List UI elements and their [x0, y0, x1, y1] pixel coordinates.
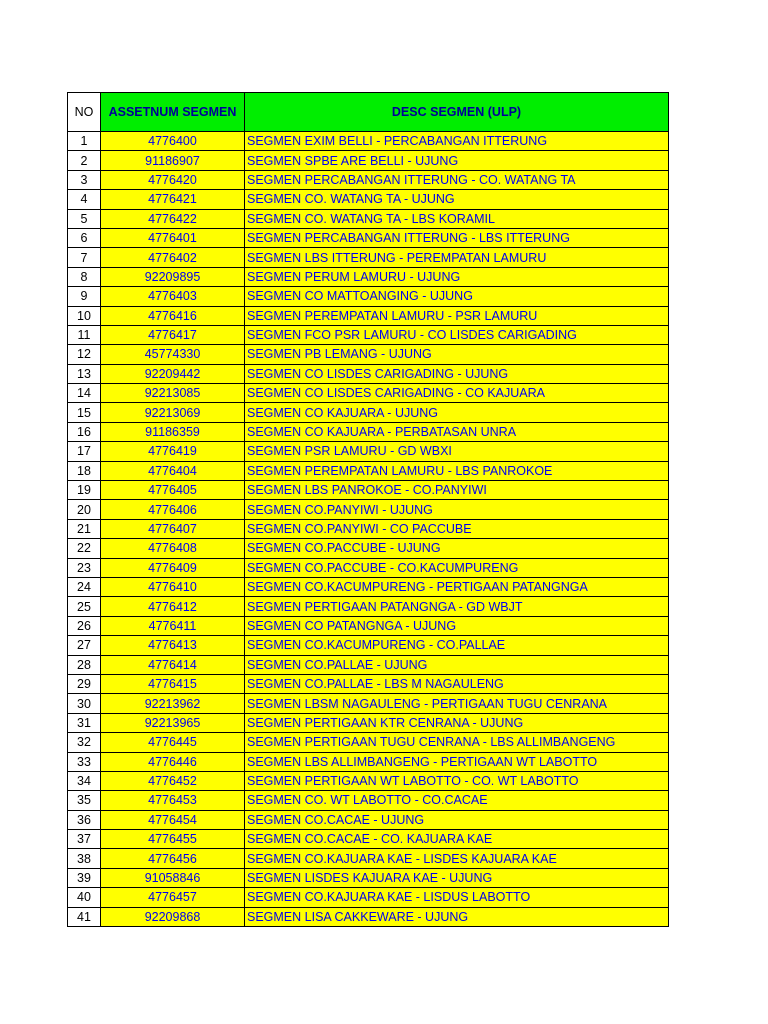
assetnum-cell[interactable]: 91186907 [101, 151, 245, 170]
desc-cell[interactable]: SEGMEN CO KAJUARA - UJUNG [245, 403, 669, 422]
desc-cell[interactable]: SEGMEN CO.PALLAE - LBS M NAGAULENG [245, 674, 669, 693]
row-no-cell[interactable]: 39 [68, 868, 101, 887]
desc-cell[interactable]: SEGMEN LISDES KAJUARA KAE - UJUNG [245, 868, 669, 887]
assetnum-cell[interactable]: 4776457 [101, 888, 245, 907]
assetnum-cell[interactable]: 92209895 [101, 267, 245, 286]
table-row [68, 830, 669, 849]
desc-cell[interactable]: SEGMEN CO. WATANG TA - LBS KORAMIL [245, 209, 669, 228]
row-no-cell[interactable]: 13 [68, 364, 101, 383]
desc-cell[interactable]: SEGMEN PEREMPATAN LAMURU - PSR LAMURU [245, 306, 669, 325]
assetnum-cell[interactable]: 45774330 [101, 345, 245, 364]
assetnum-cell[interactable]: 4776404 [101, 461, 245, 480]
row-no-cell[interactable]: 31 [68, 713, 101, 732]
assetnum-cell[interactable]: 92213962 [101, 694, 245, 713]
row-no-cell[interactable]: 38 [68, 849, 101, 868]
table-row [68, 597, 669, 616]
assetnum-cell[interactable]: 4776413 [101, 636, 245, 655]
table-row [68, 888, 669, 907]
desc-cell[interactable]: SEGMEN LBS ALLIMBANGENG - PERTIGAAN WT LABOTTO [245, 752, 669, 771]
row-no-cell[interactable]: 16 [68, 422, 101, 441]
row-no-cell[interactable]: 9 [68, 287, 101, 306]
desc-cell[interactable]: SEGMEN EXIM BELLI - PERCABANGAN ITTERUNG [245, 132, 669, 151]
table-row [68, 422, 669, 441]
assetnum-cell[interactable]: 4776408 [101, 539, 245, 558]
assetnum-cell[interactable]: 4776412 [101, 597, 245, 616]
row-no-cell[interactable]: 17 [68, 442, 101, 461]
row-no-cell[interactable]: 32 [68, 733, 101, 752]
assetnum-cell[interactable]: 4776402 [101, 248, 245, 267]
row-no-cell[interactable]: 5 [68, 209, 101, 228]
row-no-cell[interactable]: 30 [68, 694, 101, 713]
table-row [68, 228, 669, 247]
desc-cell[interactable]: SEGMEN CO.CACAE - CO. KAJUARA KAE [245, 830, 669, 849]
desc-cell[interactable]: SEGMEN CO.PANYIWI - UJUNG [245, 500, 669, 519]
table-row [68, 248, 669, 267]
row-no-cell[interactable]: 6 [68, 228, 101, 247]
table-row [68, 151, 669, 170]
row-no-cell[interactable]: 4 [68, 190, 101, 209]
assetnum-cell[interactable]: 4776452 [101, 771, 245, 790]
table-row [68, 733, 669, 752]
desc-cell[interactable]: SEGMEN PSR LAMURU - GD WBXI [245, 442, 669, 461]
row-no-cell[interactable]: 25 [68, 597, 101, 616]
assetnum-cell[interactable]: 92209868 [101, 907, 245, 926]
table-row [68, 907, 669, 926]
desc-cell[interactable]: SEGMEN CO LISDES CARIGADING - UJUNG [245, 364, 669, 383]
assetnum-cell[interactable]: 4776455 [101, 830, 245, 849]
assetnum-cell[interactable]: 91186359 [101, 422, 245, 441]
desc-cell[interactable]: SEGMEN LBSM NAGAULENG - PERTIGAAN TUGU CENRANA [245, 694, 669, 713]
assetnum-cell[interactable]: 4776414 [101, 655, 245, 674]
table-row [68, 384, 669, 403]
table-row [68, 442, 669, 461]
table-row [68, 558, 669, 577]
assetnum-cell[interactable]: 4776403 [101, 287, 245, 306]
desc-cell[interactable]: SEGMEN PERUM LAMURU - UJUNG [245, 267, 669, 286]
row-no-cell[interactable]: 27 [68, 636, 101, 655]
desc-cell[interactable]: SEGMEN CO. WATANG TA - UJUNG [245, 190, 669, 209]
desc-cell[interactable]: SEGMEN CO.PALLAE - UJUNG [245, 655, 669, 674]
row-no-cell[interactable]: 41 [68, 907, 101, 926]
assetnum-cell[interactable]: 4776400 [101, 132, 245, 151]
desc-cell[interactable]: SEGMEN CO.KAJUARA KAE - LISDUS LABOTTO [245, 888, 669, 907]
assetnum-cell[interactable]: 4776453 [101, 791, 245, 810]
desc-cell[interactable]: SEGMEN CO LISDES CARIGADING - CO KAJUARA [245, 384, 669, 403]
table-row [68, 810, 669, 829]
table-row [68, 519, 669, 538]
row-no-cell[interactable]: 10 [68, 306, 101, 325]
assetnum-cell[interactable]: 4776416 [101, 306, 245, 325]
table-row [68, 461, 669, 480]
desc-cell[interactable]: SEGMEN CO. WT LABOTTO - CO.CACAE [245, 791, 669, 810]
row-no-cell[interactable]: 18 [68, 461, 101, 480]
desc-cell[interactable]: SEGMEN PERCABANGAN ITTERUNG - LBS ITTERUNG [245, 228, 669, 247]
table-row [68, 849, 669, 868]
row-no-cell[interactable]: 3 [68, 170, 101, 189]
table-row [68, 771, 669, 790]
desc-cell[interactable]: SEGMEN CO PATANGNGA - UJUNG [245, 616, 669, 635]
row-no-cell[interactable]: 29 [68, 674, 101, 693]
assetnum-cell[interactable]: 92213965 [101, 713, 245, 732]
desc-cell[interactable]: SEGMEN PB LEMANG - UJUNG [245, 345, 669, 364]
header-assetnum[interactable]: ASSETNUM SEGMEN [101, 93, 245, 132]
assetnum-cell[interactable]: 4776417 [101, 325, 245, 344]
table-row [68, 636, 669, 655]
row-no-cell[interactable]: 24 [68, 577, 101, 596]
desc-cell[interactable]: SEGMEN PERTIGAAN PATANGNGA - GD WBJT [245, 597, 669, 616]
table-row [68, 306, 669, 325]
table-row [68, 616, 669, 635]
assetnum-cell[interactable]: 92209442 [101, 364, 245, 383]
row-no-cell[interactable]: 1 [68, 132, 101, 151]
row-no-cell[interactable]: 12 [68, 345, 101, 364]
table-row [68, 132, 669, 151]
assetnum-cell[interactable]: 4776407 [101, 519, 245, 538]
desc-cell[interactable]: SEGMEN FCO PSR LAMURU - CO LISDES CARIGADING [245, 325, 669, 344]
desc-cell[interactable]: SEGMEN PERTIGAAN WT LABOTTO - CO. WT LABOTTO [245, 771, 669, 790]
table-row [68, 345, 669, 364]
desc-cell[interactable]: SEGMEN CO.PANYIWI - CO PACCUBE [245, 519, 669, 538]
header-row [68, 93, 669, 132]
table-row [68, 868, 669, 887]
assetnum-cell[interactable]: 4776409 [101, 558, 245, 577]
desc-cell[interactable]: SEGMEN CO.PACCUBE - CO.KACUMPURENG [245, 558, 669, 577]
table-row [68, 655, 669, 674]
segmen-table [67, 92, 669, 927]
desc-cell[interactable]: SEGMEN LBS PANROKOE - CO.PANYIWI [245, 481, 669, 500]
row-no-cell[interactable]: 2 [68, 151, 101, 170]
row-no-cell[interactable]: 40 [68, 888, 101, 907]
table-row [68, 267, 669, 286]
assetnum-cell[interactable]: 4776445 [101, 733, 245, 752]
assetnum-cell[interactable]: 4776401 [101, 228, 245, 247]
desc-cell[interactable]: SEGMEN CO KAJUARA - PERBATASAN UNRA [245, 422, 669, 441]
assetnum-cell[interactable]: 4776405 [101, 481, 245, 500]
table-row [68, 674, 669, 693]
desc-cell[interactable]: SEGMEN CO.PACCUBE - UJUNG [245, 539, 669, 558]
desc-cell[interactable]: SEGMEN PERTIGAAN TUGU CENRANA - LBS ALLIMBANGENG [245, 733, 669, 752]
row-no-cell[interactable]: 11 [68, 325, 101, 344]
row-no-cell[interactable]: 36 [68, 810, 101, 829]
desc-cell[interactable]: SEGMEN PEREMPATAN LAMURU - LBS PANROKOE [245, 461, 669, 480]
assetnum-cell[interactable]: 4776419 [101, 442, 245, 461]
row-no-cell[interactable]: 19 [68, 481, 101, 500]
row-no-cell[interactable]: 28 [68, 655, 101, 674]
desc-cell[interactable]: SEGMEN LBS ITTERUNG - PEREMPATAN LAMURU [245, 248, 669, 267]
assetnum-cell[interactable]: 4776411 [101, 616, 245, 635]
row-no-cell[interactable]: 20 [68, 500, 101, 519]
assetnum-cell[interactable]: 92213069 [101, 403, 245, 422]
assetnum-cell[interactable]: 4776420 [101, 170, 245, 189]
assetnum-cell[interactable]: 4776454 [101, 810, 245, 829]
assetnum-cell[interactable]: 4776415 [101, 674, 245, 693]
row-no-cell[interactable]: 15 [68, 403, 101, 422]
table-row [68, 170, 669, 189]
row-no-cell[interactable]: 8 [68, 267, 101, 286]
row-no-cell[interactable]: 37 [68, 830, 101, 849]
table-row [68, 500, 669, 519]
row-no-cell[interactable]: 14 [68, 384, 101, 403]
header-no[interactable]: NO [68, 93, 101, 132]
desc-cell[interactable]: SEGMEN CO.KACUMPURENG - PERTIGAAN PATANGNGA [245, 577, 669, 596]
assetnum-cell[interactable]: 4776422 [101, 209, 245, 228]
assetnum-cell[interactable]: 4776406 [101, 500, 245, 519]
desc-cell[interactable]: SEGMEN CO.KACUMPURENG - CO.PALLAE [245, 636, 669, 655]
row-no-cell[interactable]: 33 [68, 752, 101, 771]
assetnum-cell[interactable]: 4776410 [101, 577, 245, 596]
table-row [68, 694, 669, 713]
table-row [68, 364, 669, 383]
table-row [68, 713, 669, 732]
table-row [68, 752, 669, 771]
desc-cell[interactable]: SEGMEN PERCABANGAN ITTERUNG - CO. WATANG TA [245, 170, 669, 189]
table-row [68, 577, 669, 596]
table-row [68, 791, 669, 810]
desc-cell[interactable]: SEGMEN CO MATTOANGING - UJUNG [245, 287, 669, 306]
row-no-cell[interactable]: 34 [68, 771, 101, 790]
desc-cell[interactable]: SEGMEN SPBE ARE BELLI - UJUNG [245, 151, 669, 170]
desc-cell[interactable]: SEGMEN LISA CAKKEWARE - UJUNG [245, 907, 669, 926]
assetnum-cell[interactable]: 91058846 [101, 868, 245, 887]
table-row [68, 481, 669, 500]
row-no-cell[interactable]: 7 [68, 248, 101, 267]
table-row [68, 403, 669, 422]
table-row [68, 190, 669, 209]
desc-cell[interactable]: SEGMEN CO.KAJUARA KAE - LISDES KAJUARA KAE [245, 849, 669, 868]
table-row [68, 209, 669, 228]
assetnum-cell[interactable]: 4776446 [101, 752, 245, 771]
desc-cell[interactable]: SEGMEN PERTIGAAN KTR CENRANA - UJUNG [245, 713, 669, 732]
desc-cell[interactable]: SEGMEN CO.CACAE - UJUNG [245, 810, 669, 829]
row-no-cell[interactable]: 23 [68, 558, 101, 577]
table-row [68, 287, 669, 306]
assetnum-cell[interactable]: 92213085 [101, 384, 245, 403]
row-no-cell[interactable]: 26 [68, 616, 101, 635]
table-row [68, 539, 669, 558]
assetnum-cell[interactable]: 4776456 [101, 849, 245, 868]
row-no-cell[interactable]: 21 [68, 519, 101, 538]
assetnum-cell[interactable]: 4776421 [101, 190, 245, 209]
table-row [68, 325, 669, 344]
header-desc[interactable]: DESC SEGMEN (ULP) [245, 93, 669, 132]
row-no-cell[interactable]: 22 [68, 539, 101, 558]
row-no-cell[interactable]: 35 [68, 791, 101, 810]
